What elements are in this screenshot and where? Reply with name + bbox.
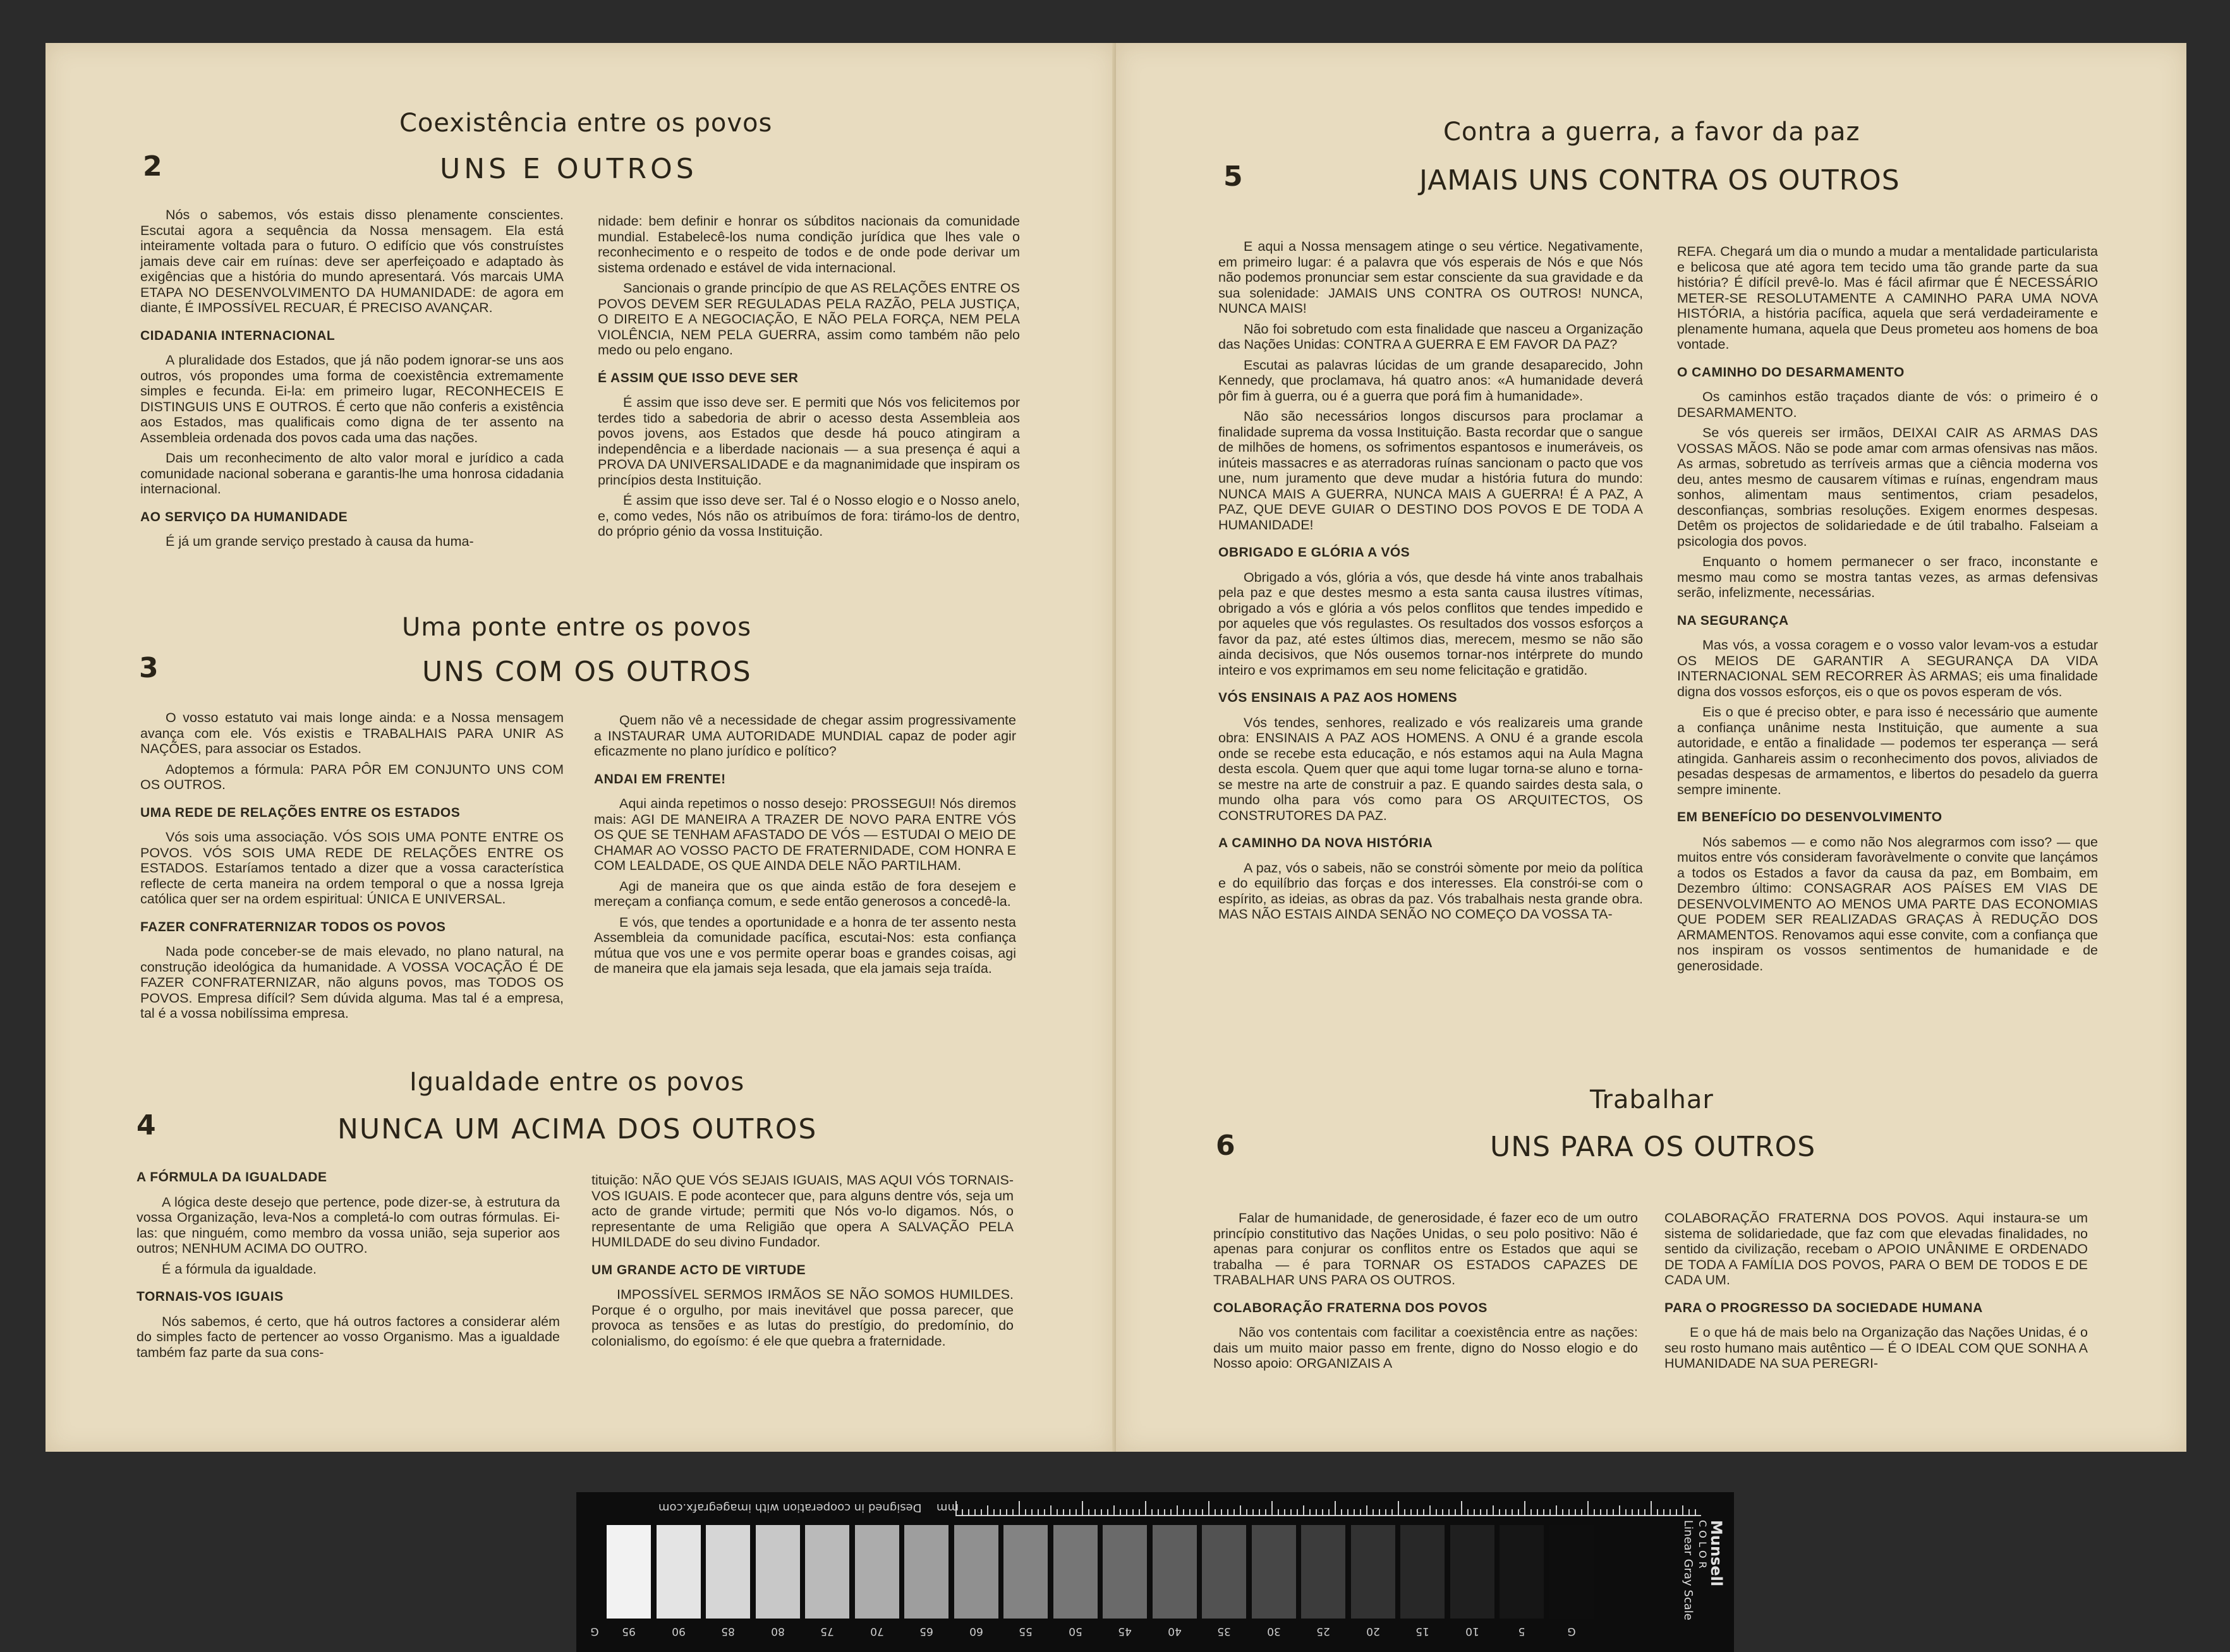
gray-patch xyxy=(1252,1525,1296,1619)
section-6-number: 6 xyxy=(1216,1130,1235,1162)
gray-patch-label: 30 xyxy=(1266,1625,1281,1637)
section-2-number: 2 xyxy=(143,150,162,183)
ruler-tick xyxy=(1619,1505,1620,1515)
ruler-tick xyxy=(1676,1509,1677,1515)
ruler-tick xyxy=(1398,1501,1399,1515)
ruler-tick xyxy=(1246,1509,1247,1515)
gray-patch-label: 25 xyxy=(1316,1625,1330,1637)
ruler-tick xyxy=(1549,1509,1551,1515)
gray-patch-label: 70 xyxy=(870,1625,884,1637)
ruler-tick xyxy=(1057,1509,1058,1515)
paragraph: Adoptemos a fórmula: PARA PÔR EM CONJUNTO UNS COM OS OUTROS. xyxy=(140,761,564,792)
ruler-tick xyxy=(1031,1509,1033,1515)
ruler-tick xyxy=(1360,1509,1361,1515)
ruler-tick xyxy=(1145,1501,1146,1515)
ruler-tick xyxy=(1587,1501,1589,1515)
ruler-tick xyxy=(1512,1509,1513,1515)
ruler-tick xyxy=(1202,1509,1203,1515)
ruler-tick xyxy=(1695,1509,1696,1515)
gray-patch xyxy=(1153,1525,1197,1619)
color-checker-target xyxy=(576,1492,1734,1652)
ruler-tick xyxy=(974,1509,976,1515)
ruler-tick xyxy=(1568,1509,1570,1515)
ruler-tick xyxy=(1436,1509,1437,1515)
ruler-tick xyxy=(1480,1509,1481,1515)
paragraph: Vós tendes, senhores, realizado e vós realizareis uma grande obra: ENSINAIS A PAZ AOS HOMENS. A ONU é a grande escola onde se recebe esta educação, e nós estamos aqui na Aula Magna desta escola. Quem quer que aqui tome lugar torna-se aluno e torna-se mestre na arte de construir a paz. E quando sairdes desta sala, o mundo olha para vós como para OS ARQUITECTOS, OS CONSTRUTORES DA PAZ. xyxy=(1218,714,1643,823)
munsell-brand: Munsell xyxy=(1707,1520,1725,1587)
subheading: COLABORAÇÃO FRATERNA DOS POVOS xyxy=(1213,1300,1488,1315)
ruler-tick xyxy=(1208,1501,1209,1515)
ruler-tick xyxy=(1442,1509,1443,1515)
gray-patch xyxy=(1003,1525,1048,1619)
paragraph: A lógica deste desejo que pertence, pode dizer-se, à estrutura da vossa Organização, leva-Nos a completá-lo com outras fórmulas. Ei-las: que ninguém, como membro da vossa união, seja superior aos outros; NENHUM ACIMA DO OUTRO. xyxy=(136,1194,560,1256)
paragraph: Quem não vê a necessidade de chegar assim progressivamente a INSTAURAR UMA AUTORIDADE MUNDIAL capaz de poder agir eficazmente no plano jurídico e político? xyxy=(594,713,1016,759)
gray-patch-label: 5 xyxy=(1518,1625,1525,1637)
paragraph: nidade: bem definir e honrar os súbditos nacionais da comunidade mundial. Estabelecê-los numa condição jurídica que lhes vale o reconhecimento e o respeito de todos e de onde pode derivar um sistema ordenado e estável de vida internacional. xyxy=(598,214,1020,275)
section-2-title: Coexistência entre os povos xyxy=(399,109,773,138)
gray-patch xyxy=(805,1525,849,1619)
gray-patch-label: 10 xyxy=(1465,1625,1479,1637)
paragraph: É já um grande serviço prestado à causa da huma- xyxy=(166,534,474,549)
ruler-tick xyxy=(1575,1509,1576,1515)
gray-patch xyxy=(1400,1525,1445,1619)
ruler-tick xyxy=(1461,1501,1462,1515)
subheading: CIDADANIA INTERNACIONAL xyxy=(140,328,336,343)
paragraph: Sancionais o grande princípio de que AS RELAÇÕES ENTRE OS POVOS DEVEM SER REGULADAS PELA RAZÃO, PELA JUSTIÇA, O DIREITO E A NEGOCIAÇÃO, E NÃO PELA FORÇA, NEM PELA VIOLÊNCIA, NEM PELA GUERRA, assim como também não pelo medo ou pelo engano. xyxy=(598,280,1020,358)
paragraph: Se vós quereis ser irmãos, DEIXAI CAIR AS ARMAS DAS VOSSAS MÃOS. Não se pode amar com armas ofensivas nas mãos. As armas, sobretudo as terríveis armas que a ciência moderna vos deu, antes mesmo de causarem vítimas e ruínas, engendram maus sonhos, alimentam maus sentimentos, criam pesadelos, desconfianças, sombrias resoluções. Exigem enormes despesas. Detêm os projectos de solidariedade e de útil trabalho. Falseiam a psicologia dos povos. xyxy=(1677,425,2098,549)
ruler-tick xyxy=(1537,1509,1538,1515)
subheading: NA SEGURANÇA xyxy=(1677,613,1789,628)
scale-name: Linear Gray Scale xyxy=(1682,1520,1695,1620)
ruler-tick xyxy=(1227,1509,1228,1515)
paragraph: Não vos contentais com facilitar a coexistência entre as nações: dais um muito maior passo em frente, digno do Nosso elogio e do Nosso apoio: ORGANIZAIS A xyxy=(1213,1325,1638,1371)
ruler-tick xyxy=(1019,1501,1020,1515)
ruler-tick xyxy=(1543,1509,1544,1515)
ruler-tick xyxy=(1240,1505,1241,1515)
paragraph: Nós sabemos — e como não Nos alegrarmos com isso? — que muitos entre vós consideram favoràvelmente o convite que lançámos a todos os Estados a favor da causa da paz, em Bombaim, em Dezembro último: CONSAGRAR AOS PAÍSES EM VIAS DE DESENVOLVIMENTO AO MENOS UMA PARTE DAS ECONOMIAS QUE PODEM SER REALIZADAS GRAÇAS À REDUÇÃO DOS ARMAMENTOS. Renovamos aqui esse convite, com a confiança que nos inspiram os vossos sentimentos de humanidade e de generosidade. xyxy=(1677,834,2098,974)
ruler-tick xyxy=(1139,1509,1140,1515)
ruler-tick xyxy=(981,1509,982,1515)
paragraph: Nada pode conceber-se de mais elevado, no plano natural, na construção ideológica da humanidade. A VOSSA VOCAÇÃO É DE FAZER CONFRATERNIZAR, não alguns povos, mas TODOS OS POVOS. Empresa difícil? Sem dúvida alguma. Mas tal é a empresa, tal é a vossa nobilíssima empresa. xyxy=(140,944,564,1021)
munsell-logo xyxy=(1681,1517,1731,1644)
gray-patch xyxy=(607,1525,651,1619)
ruler-tick xyxy=(1600,1509,1601,1515)
ruler-tick xyxy=(1252,1509,1254,1515)
paragraph: E vós, que tendes a oportunidade e a honra de ter assento nesta Assembleia da comunidade pacífica, escutai-Nos: esta confiança mútua que vos une e vos permite operar boas e grandes coisas, agi de maneira que ela jamais seja lesada, que ela jamais seja traída. xyxy=(594,914,1016,976)
section-2-heading: UNS E OUTROS xyxy=(440,153,698,185)
ruler-tick xyxy=(1151,1509,1153,1515)
gray-patch xyxy=(954,1525,998,1619)
ruler-tick xyxy=(1373,1509,1374,1515)
ruler-tick xyxy=(1259,1509,1260,1515)
ruler-tick xyxy=(1467,1509,1469,1515)
gray-patch xyxy=(706,1525,750,1619)
gray-patch xyxy=(1549,1525,1594,1619)
ruler-tick xyxy=(962,1509,963,1515)
paragraph: REFA. Chegará um dia o mundo a mudar a mentalidade particularista e belicosa que até agora tem tecido uma tão grande parte da sua história? É difícil prevê-lo. Mas é fácil afirmar que É NECESSÁRIO METER-SE RESOLUTAMENTE A CAMINHO PARA UMA NOVA HISTÓRIA, a história pacífica, aquela que será verdadeiramente e plenamente humana, aquela que Deus prometeu aos homens de boa vontade. xyxy=(1677,244,2098,352)
ruler-tick xyxy=(1530,1509,1532,1515)
gray-patch-label: 60 xyxy=(969,1625,983,1637)
gray-patch xyxy=(657,1525,701,1619)
subheading: VÓS ENSINAIS A PAZ AOS HOMENS xyxy=(1218,690,1458,705)
paragraph: Obrigado a vós, glória a vós, que desde há vinte anos trabalhais pela paz e que destes mesmo a esta santa causa ilustres vítimas, obrigado a vós e glória a vós pelos conflitos que tendes impedido e por aqueles que vós regulastes. Os resultados dos vossos esforços a favor da paz, até estes últimos dias, merecem, mesmo se não são ainda decisivos, que Nós ousemos tornar-nos intérprete do mundo inteiro e vos exprimamos em seu nome felicitação e gratidão. xyxy=(1218,569,1643,678)
paragraph: Eis o que é preciso obter, e para isso é necessário que aumente a confiança unânime nesta Instituição, que aumente a sua autoridade, e então a finalidade — podemos ter esperança — será atingida. Ganhareis assim o reconhecimento dos povos, aliviados de pesadas despesas de armamentos, e libertos do pesadelo da guerra sempre iminente. xyxy=(1677,704,2098,797)
paragraph: A pluralidade dos Estados, que já não podem ignorar-se uns aos outros, vós propondes uma forma de coexistência extremamente simples e fecunda. Ei-la: em primeiro lugar, RECONHECEIS E DISTINGUIS UNS E OUTROS. É certo que não conferis a existência aos Estados, mas qualificais como digna de ter assento na Assembleia ordenada dos povos cada uma das nações. xyxy=(140,353,564,445)
gray-scale-end-label: G xyxy=(590,1625,599,1637)
paragraph: Os caminhos estão traçados diante de vós: o primeiro é o DESARMAMENTO. xyxy=(1677,389,2098,420)
section-3-heading: UNS COM OS OUTROS xyxy=(422,656,752,688)
section-4-number: 4 xyxy=(136,1109,156,1142)
gray-patch-label: 85 xyxy=(721,1625,735,1637)
ruler-tick xyxy=(1126,1509,1127,1515)
ruler-tick xyxy=(1335,1501,1336,1515)
ruler-tick xyxy=(1158,1509,1159,1515)
section-4-column-2 xyxy=(591,1173,1014,1354)
ruler-tick xyxy=(1265,1509,1266,1515)
ruler-tick xyxy=(987,1505,988,1515)
section-5-title: Contra a guerra, a favor da paz xyxy=(1443,118,1860,147)
section-4-column-1 xyxy=(136,1157,560,1365)
ruler-tick xyxy=(1688,1509,1690,1515)
gray-patch xyxy=(1103,1525,1147,1619)
ruler-tick xyxy=(1271,1501,1273,1515)
subheading: AO SERVIÇO DA HUMANIDADE xyxy=(140,509,348,524)
ruler-tick xyxy=(1423,1509,1424,1515)
ruler-tick xyxy=(1493,1505,1494,1515)
gray-patch-label: 65 xyxy=(919,1625,933,1637)
ruler-tick xyxy=(1455,1509,1456,1515)
ruler-tick xyxy=(1638,1509,1639,1515)
ruler-tick xyxy=(1505,1509,1506,1515)
section-5-number: 5 xyxy=(1223,160,1243,193)
ruler-tick xyxy=(1120,1509,1121,1515)
paragraph: É a fórmula da igualdade. xyxy=(162,1261,317,1277)
ruler-tick xyxy=(1000,1509,1001,1515)
paragraph: Agi de maneira que os que ainda estão de fora desejem e mereçam a confiança comum, e sede então generosos a concedê-la. xyxy=(594,878,1016,909)
subheading: OBRIGADO E GLÓRIA A VÓS xyxy=(1218,545,1410,560)
millimetre-ruler xyxy=(955,1498,1701,1516)
ruler-tick xyxy=(1328,1509,1330,1515)
section-4-heading: NUNCA UM ACIMA DOS OUTROS xyxy=(337,1113,818,1145)
ruler-tick xyxy=(1309,1509,1311,1515)
ruler-tick xyxy=(1613,1509,1614,1515)
subheading: É ASSIM QUE ISSO DEVE SER xyxy=(598,370,799,385)
gray-patch xyxy=(1351,1525,1395,1619)
subheading: UM GRANDE ACTO DE VIRTUDE xyxy=(591,1262,806,1277)
subheading: ANDAI EM FRENTE! xyxy=(594,771,726,787)
gray-patch-label: 45 xyxy=(1118,1625,1132,1637)
gray-patch-label: 20 xyxy=(1366,1625,1380,1637)
paragraph: Não foi sobretudo com esta finalidade que nasceu a Organização das Nações Unidas: CONTRA A GUERRA E EM FAVOR DA PAZ? xyxy=(1218,321,1643,352)
gray-patch-label: 95 xyxy=(622,1625,636,1637)
section-3-column-1 xyxy=(140,710,564,1027)
section-6-column-2 xyxy=(1664,1210,2088,1377)
section-3-title: Uma ponte entre os povos xyxy=(402,613,752,642)
ruler-tick xyxy=(1429,1505,1431,1515)
ruler-tick xyxy=(968,1509,969,1515)
ruler-tick xyxy=(1164,1509,1165,1515)
ruler-tick xyxy=(1448,1509,1450,1515)
ruler-tick xyxy=(1189,1509,1191,1515)
ruler-tick xyxy=(1215,1509,1216,1515)
ruler-tick xyxy=(1341,1509,1342,1515)
section-2-column-2 xyxy=(598,214,1020,545)
paragraph: Vós sois uma associação. VÓS SOIS UMA PONTE ENTRE OS POVOS. VÓS SOIS UMA REDE DE RELAÇÕES ENTRE OS ESTADOS. Estaríamos tentado a dizer que a vossa característica reflecte de certa maneira na ordem temporal o que a nossa Igreja católica quer ser na ordem espiritual: ÚNICA E UNIVERSAL. xyxy=(140,829,564,907)
subheading: PARA O PROGRESSO DA SOCIEDADE HUMANA xyxy=(1664,1300,1983,1315)
gray-patch-label: 40 xyxy=(1167,1625,1182,1637)
ruler-tick xyxy=(1094,1509,1096,1515)
paragraph: Falar de humanidade, de generosidade, é fazer eco de um outro princípio constitutivo das Nações Unidas, o seu polo positivo: Não é apenas para conjurar os conflitos entre os Estados que aqui se trabalha — é para TORNAR OS ESTADOS CAPAZES DE TRABALHAR UNS PARA OS OUTROS. xyxy=(1213,1210,1638,1287)
ruler-tick xyxy=(1556,1505,1557,1515)
gray-patch xyxy=(756,1525,800,1619)
ruler-tick xyxy=(1404,1509,1405,1515)
section-3-column-2 xyxy=(594,713,1016,982)
ruler-tick xyxy=(1069,1509,1070,1515)
ruler-tick xyxy=(1113,1505,1115,1515)
gray-patch-label: G xyxy=(1566,1625,1576,1637)
paragraph: tituição: NÃO QUE VÓS SEJAIS IGUAIS, MAS AQUI VÓS TORNAIS-VOS IGUAIS. E pode acontecer que, para alguns dentre vós, seja um acto de grande virtude; permiti que Nós vo-lo digamos. Nós, o representante de uma Religião que opera A SALVAÇÃO PELA HUMILDADE do seu divino Fundador. xyxy=(591,1173,1014,1250)
paragraph: Nós o sabemos, vós estais disso plenamente conscientes. Escutai agora a sequência da Nossa mensagem. Ela está inteiramente voltada para o futuro. O edifício que vós construístes jamais deve cair em ruínas: deve ser aperfeiçoado e adaptado às exigências que a história do mundo apresentará. Vós marcais UMA ETAPA NO DESENVOLVIMENTO DA HUMANIDADE: de agora em diante, É IMPOSSÍVEL RECUAR, É PRECISO AVANÇAR. xyxy=(140,207,564,315)
ruler-tick xyxy=(1107,1509,1108,1515)
ruler-tick xyxy=(1562,1509,1563,1515)
ruler-tick xyxy=(1290,1509,1292,1515)
section-6-heading: UNS PARA OS OUTROS xyxy=(1490,1131,1816,1163)
paragraph: Dais um reconhecimento de alto valor moral e jurídico a cada comunidade nacional soberana e garantis-lhe uma honrosa cidadania internacional. xyxy=(140,450,564,497)
ruler-tick xyxy=(1632,1509,1633,1515)
ruler-tick xyxy=(1050,1505,1051,1515)
section-3-number: 3 xyxy=(139,652,159,684)
paragraph: Mas vós, a vossa coragem e o vosso valor levam-vos a estudar OS MEIOS DE GARANTIR A SEGURANÇA DA VIDA INTERNACIONAL SEM RECORRER ÀS ARMAS; eis uma finalidade digna dos vossos esforços, eis o que os povos esperam de vós. xyxy=(1677,637,2098,699)
ruler-tick xyxy=(1322,1509,1323,1515)
gray-patch xyxy=(855,1525,899,1619)
checker-credit: Designed in cooperation with imagegrafx.com xyxy=(658,1501,922,1514)
ruler-tick xyxy=(1625,1509,1627,1515)
ruler-tick xyxy=(1284,1509,1285,1515)
section-5-column-1 xyxy=(1218,239,1643,927)
section-6-column-1 xyxy=(1213,1210,1638,1377)
ruler-tick xyxy=(1518,1509,1519,1515)
gray-patch-label: 90 xyxy=(671,1625,686,1637)
subheading: FAZER CONFRATERNIZAR TODOS OS POVOS xyxy=(140,919,446,934)
paragraph: Não são necessários longos discursos para proclamar a finalidade suprema da vossa Instituição. Basta recordar que o sangue de milhões de homens, os sofrimentos espantosos e inumeráveis, os inúteis massacres e as aterradoras ruínas sancionam o pacto que vos une, num juramento que deve mudar a história futura do mundo: NUNCA MAIS A GUERRA, NUNCA MAIS A GUERRA! É A PAZ, A PAZ, QUE DEVE GUIAR O DESTINO DOS POVOS E DE TODA A HUMANIDADE! xyxy=(1218,409,1643,533)
section-2-column-1 xyxy=(140,207,564,555)
gray-patch-label: 55 xyxy=(1019,1625,1033,1637)
paragraph: O vosso estatuto vai mais longe ainda: e a Nossa mensagem avança com ele. Vós existis e TRABALHAIS PARA UNIR AS NAÇÕES, para associar os Estados. xyxy=(140,710,564,756)
ruler-tick xyxy=(1417,1509,1418,1515)
section-5-heading: JAMAIS UNS CONTRA OS OUTROS xyxy=(1419,164,1900,196)
paragraph: É assim que isso deve ser. Tal é o Nosso elogio e o Nosso anelo, e, como vedes, Nós não os atribuímos de fora: tirámo-los de dentro, do próprio génio da vossa Instituição. xyxy=(598,493,1020,539)
ruler-tick xyxy=(1044,1509,1045,1515)
paragraph: E o que há de mais belo na Organização das Nações Unidas, é o seu rosto humano mais autêntico — É O IDEAL COM QUE SONHA A HUMANIDADE NA SUA PEREGRI- xyxy=(1664,1325,2088,1371)
section-6-title: Trabalhar xyxy=(1590,1085,1714,1114)
gray-patch xyxy=(1202,1525,1246,1619)
paragraph: É assim que isso deve ser. E permiti que Nós vos felicitemos por terdes tido a sabedoria de abrir o acesso desta Assembleia aos povos jovens, aos Estados que desde há pouco atingiram a independência e a liberdade nacionais — a sua presença é aqui a PROVA DA UNIVERSALIDADE e da magnanimidade que inspiram os princípios desta Instituição. xyxy=(598,395,1020,488)
ruler-tick xyxy=(1025,1509,1026,1515)
ruler-tick xyxy=(1297,1509,1298,1515)
paragraph: E aqui a Nossa mensagem atinge o seu vértice. Negativamente, em primeiro lugar: é a palavra que vós esperais de Nós e que Nós não podemos pronunciar sem estar consciente da sua gravidade e da sua solenidade: JAMAIS UNS CONTRA OS OUTROS! NUNCA, NUNCA MAIS! xyxy=(1218,239,1643,316)
ruler-tick xyxy=(1663,1509,1664,1515)
gray-patch-label: 35 xyxy=(1217,1625,1231,1637)
gray-patch-label: 15 xyxy=(1415,1625,1429,1637)
gray-patch xyxy=(904,1525,948,1619)
ruler-tick xyxy=(1606,1509,1608,1515)
ruler-tick xyxy=(1581,1509,1582,1515)
ruler-unit: mm xyxy=(936,1501,959,1514)
paragraph: Enquanto o homem permanecer o ser fraco, inconstante e mesmo mau como se mostra tantas vezes, as armas defensivas serão, infelizmente, necessárias. xyxy=(1677,554,2098,600)
ruler-tick xyxy=(1366,1505,1367,1515)
paragraph: A paz, vós o sabeis, não se constrói sòmente por meio da política e do equilíbrio das forças e dos interesses. Ela constrói-se com o espírito, as ideias, as obras da paz. Vós trabalhais nesta grande obra. MAS NÃO ESTAIS AINDA SENÃO NO COMEÇO DA VOSSA TA- xyxy=(1218,860,1643,922)
ruler-tick xyxy=(1354,1509,1355,1515)
ruler-tick xyxy=(1196,1509,1197,1515)
ruler-tick xyxy=(1278,1509,1279,1515)
gray-patch xyxy=(1301,1525,1345,1619)
ruler-tick xyxy=(1379,1509,1380,1515)
ruler-tick xyxy=(1474,1509,1475,1515)
ruler-tick xyxy=(993,1509,995,1515)
ruler-tick xyxy=(1651,1501,1652,1515)
ruler-tick xyxy=(1594,1509,1595,1515)
paragraph: IMPOSSÍVEL SERMOS IRMÃOS SE NÃO SOMOS HUMILDES. Porque é o orgulho, por mais inevitável que possa parecer, que provoca as tensões e as lutas do prestígio, do predomínio, do colonialismo, do egoísmo: é ele que quebra a fraternidade. xyxy=(591,1287,1014,1349)
ruler-tick xyxy=(1486,1509,1488,1515)
gray-patch xyxy=(1053,1525,1098,1619)
ruler-tick xyxy=(1657,1509,1658,1515)
subheading: A CAMINHO DA NOVA HISTÓRIA xyxy=(1218,836,1433,850)
ruler-tick xyxy=(1524,1501,1525,1515)
subheading: A FÓRMULA DA IGUALDADE xyxy=(136,1170,327,1185)
gray-patch-label: 50 xyxy=(1068,1625,1082,1637)
munsell-brand-sub: C O L O R xyxy=(1697,1520,1709,1569)
subheading: O CAMINHO DO DESARMAMENTO xyxy=(1677,365,1905,380)
gray-patch-label: 80 xyxy=(770,1625,785,1637)
ruler-tick xyxy=(1233,1509,1235,1515)
gray-patch-label: 75 xyxy=(820,1625,834,1637)
section-4-title: Igualdade entre os povos xyxy=(409,1068,745,1097)
ruler-tick xyxy=(1391,1509,1393,1515)
ruler-tick xyxy=(1644,1509,1645,1515)
gray-patch xyxy=(1450,1525,1494,1619)
ruler-tick xyxy=(1410,1509,1412,1515)
ruler-tick xyxy=(1101,1509,1102,1515)
subheading: UMA REDE DE RELAÇÕES ENTRE OS ESTADOS xyxy=(140,805,461,820)
ruler-tick xyxy=(1006,1509,1007,1515)
ruler-tick xyxy=(1063,1509,1064,1515)
ruler-tick xyxy=(1347,1509,1348,1515)
ruler-tick xyxy=(1682,1505,1683,1515)
ruler-tick xyxy=(1012,1509,1014,1515)
gray-patch xyxy=(1500,1525,1544,1619)
ruler-tick xyxy=(1183,1509,1184,1515)
ruler-tick xyxy=(1316,1509,1317,1515)
ruler-tick xyxy=(1385,1509,1386,1515)
subheading: TORNAIS-VOS IGUAIS xyxy=(136,1289,284,1304)
ruler-tick xyxy=(1499,1509,1500,1515)
ruler-tick xyxy=(1177,1505,1178,1515)
ruler-tick xyxy=(1088,1509,1089,1515)
section-5-column-2 xyxy=(1677,244,2098,979)
paragraph: Escutai as palavras lúcidas de um grande desaparecido, John Kennedy, que proclamava, há quatro anos: «A humanidade deverá pôr fim à guerra, ou é a guerra que porá fim à humanidade». xyxy=(1218,357,1643,404)
paragraph: COLABORAÇÃO FRATERNA DOS POVOS. Aqui instaura-se um sistema de solidariedade, que faz com que elevadas finalidades, no sentido da civilização, recebam o APOIO UNÂNIME E ORDENADO DE TODA A FAMÍLIA DOS POVOS, PARA O BEM DE TODOS E DE CADA UM. xyxy=(1664,1210,2088,1287)
ruler-tick xyxy=(1038,1509,1039,1515)
ruler-tick xyxy=(1303,1505,1304,1515)
ruler-tick xyxy=(1076,1509,1077,1515)
ruler-tick xyxy=(1669,1509,1671,1515)
ruler-tick xyxy=(1170,1509,1172,1515)
subheading: EM BENEFÍCIO DO DESENVOLVIMENTO xyxy=(1677,810,1942,824)
ruler-tick xyxy=(1132,1509,1134,1515)
paragraph: Aqui ainda repetimos o nosso desejo: PROSSEGUI! Nós diremos mais: AGI DE MANEIRA A TRAZER DE NOVO PARA ENTRE VÓS OS QUE SE TENHAM AFASTADO DE VÓS — ESTUDAI O MEIO DE CHAMAR AO VOSSO PACTO DE FRATERNIDADE, COM HONRA E COM LEALDADE, OS QUE AINDA DELE NÃO PARTILHAM. xyxy=(594,796,1016,873)
paragraph: Nós sabemos, é certo, que há outros factores a considerar além do simples facto de pertencer ao vosso Organismo. Mas a igualdade também faz parte da sua cons- xyxy=(136,1313,560,1360)
ruler-tick xyxy=(1221,1509,1222,1515)
ruler-tick xyxy=(1082,1501,1083,1515)
